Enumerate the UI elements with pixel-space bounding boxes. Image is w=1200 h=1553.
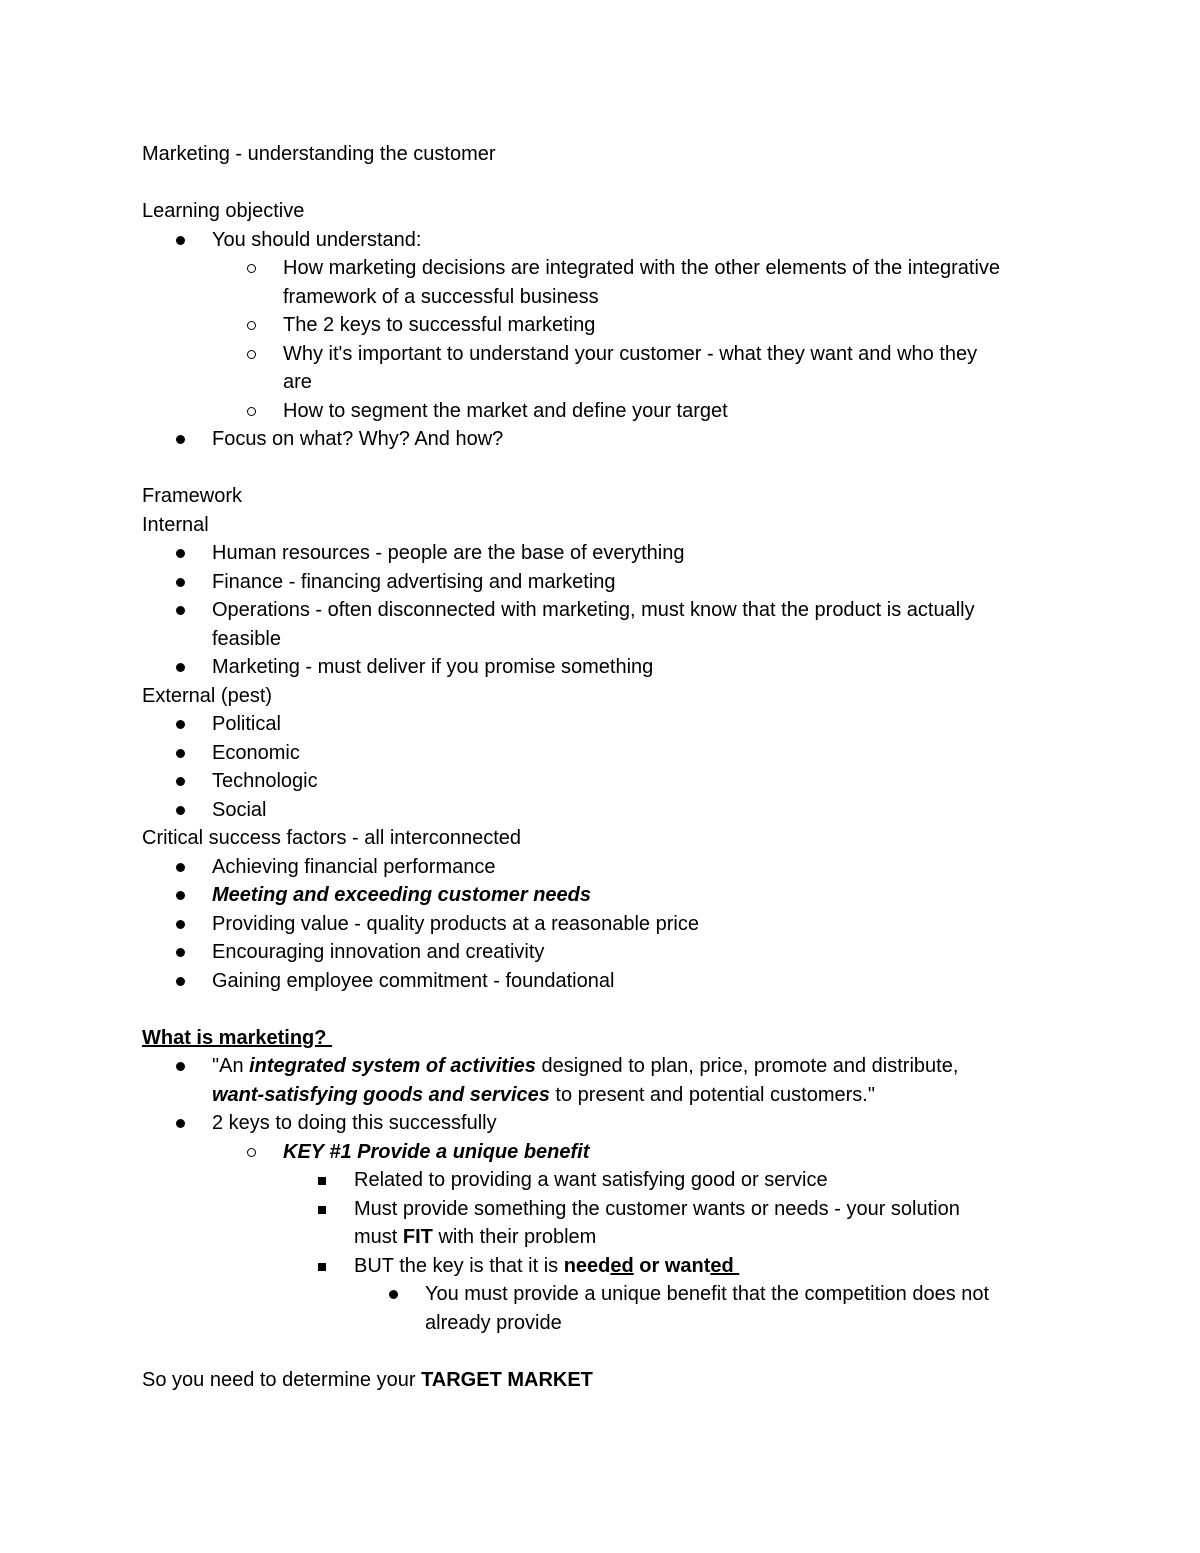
bullet-icon <box>318 1195 326 1214</box>
list-item: Human resources - people are the base of everything <box>142 539 1072 568</box>
bullet-icon <box>176 539 185 558</box>
bullet-icon <box>176 1052 185 1071</box>
list-item: Focus on what? Why? And how? <box>142 425 1072 454</box>
list-item: How marketing decisions are integrated with the other elements of the integrative <box>142 254 1072 283</box>
list-item: Related to providing a want satisfying good or service <box>142 1166 1072 1195</box>
list-item: Achieving financial performance <box>142 853 1072 882</box>
list-item: You must provide a unique benefit that the competition does not <box>142 1280 1072 1309</box>
list-item-continuation: already provide <box>425 1311 562 1334</box>
bullet-icon <box>176 938 185 957</box>
spacer <box>142 454 1072 483</box>
what-is-marketing-heading: What is marketing? <box>142 1026 333 1049</box>
bullet-icon <box>247 1138 256 1157</box>
bullet-icon <box>389 1280 398 1299</box>
bullet-icon <box>176 853 185 872</box>
list-item: KEY #1 Provide a unique benefit <box>142 1138 1072 1167</box>
external-heading: External (pest) <box>142 684 273 707</box>
list-item: Why it's important to understand your customer - what they want and who they <box>142 340 1072 369</box>
learning-objective-heading: Learning objective <box>142 200 305 222</box>
list-item-continuation: must FIT with their problem <box>354 1226 597 1248</box>
document-body <box>142 140 1072 1394</box>
closing-line: So you need to determine your TARGET MARKET <box>142 1368 593 1391</box>
list-item-continuation: are <box>283 371 312 393</box>
list-item: Encouraging innovation and creativity <box>142 938 1072 967</box>
list-item: Gaining employee commitment - foundational <box>142 967 1072 996</box>
bullet-icon <box>176 910 185 929</box>
bullet-icon <box>176 739 185 758</box>
list-item: Political <box>142 710 1072 739</box>
document-title: Marketing - understanding the customer <box>142 143 496 165</box>
spacer <box>142 995 1072 1024</box>
bullet-icon <box>247 254 256 273</box>
list-item: Finance - financing advertising and marketing <box>142 568 1072 597</box>
bullet-icon <box>176 767 185 786</box>
bullet-icon <box>176 710 185 729</box>
framework-heading: Framework <box>142 485 243 507</box>
list-item: You should understand: <box>142 226 1072 255</box>
list-item: The 2 keys to successful marketing <box>142 311 1072 340</box>
list-item: Must provide something the customer wants or needs - your solution <box>142 1195 1072 1224</box>
bullet-icon <box>247 311 256 330</box>
bullet-icon <box>176 881 185 900</box>
list-item: Providing value - quality products at a reasonable price <box>142 910 1072 939</box>
bullet-icon <box>176 425 185 444</box>
list-item: 2 keys to doing this successfully <box>142 1109 1072 1138</box>
bullet-icon <box>247 340 256 359</box>
csf-heading: Critical success factors - all interconnected <box>142 827 522 849</box>
list-item: Technologic <box>142 767 1072 796</box>
bullet-icon <box>318 1252 326 1271</box>
list-item-continuation: want-satisfying goods and services to present and potential customers." <box>212 1083 875 1106</box>
bullet-icon <box>176 226 185 245</box>
spacer <box>142 169 1072 198</box>
bullet-icon <box>176 967 185 986</box>
list-item: Social <box>142 796 1072 825</box>
list-item: BUT the key is that it is needed or wanted <box>142 1252 1072 1281</box>
list-item-continuation: feasible <box>212 627 281 650</box>
list-item: Economic <box>142 739 1072 768</box>
internal-heading: Internal <box>142 513 209 536</box>
bullet-icon <box>176 568 185 587</box>
list-item-continuation: framework of a successful business <box>283 285 599 308</box>
bullet-icon <box>176 796 185 815</box>
bullet-icon <box>176 1109 185 1128</box>
list-item: How to segment the market and define your target <box>142 397 1072 426</box>
list-item: "An integrated system of activities designed to plan, price, promote and distribute, <box>142 1052 1072 1081</box>
bullet-icon <box>247 397 256 416</box>
list-item: Operations - often disconnected with marketing, must know that the product is actually <box>142 596 1072 625</box>
bullet-icon <box>318 1166 326 1185</box>
bullet-icon <box>176 596 185 615</box>
spacer <box>142 1337 1072 1366</box>
list-item: Marketing - must deliver if you promise something <box>142 653 1072 682</box>
bullet-icon <box>176 653 185 672</box>
list-item: Meeting and exceeding customer needs <box>142 881 1072 910</box>
